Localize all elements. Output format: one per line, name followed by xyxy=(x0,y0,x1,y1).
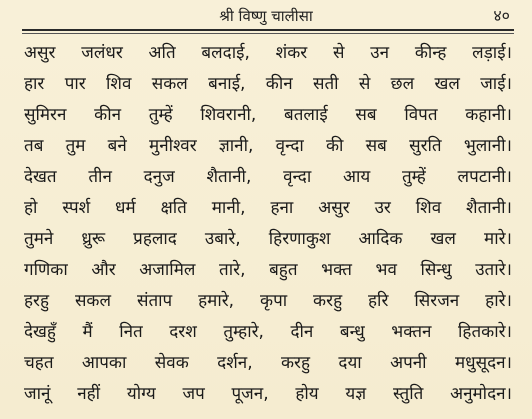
verse-line: हो स्पर्श धर्म क्षति मानी, हना असुर उर शिव शैतानी। xyxy=(24,198,512,218)
verse-line: असुर जलंधर अति बलदाई, शंकर से उन कीन्ह लड़ाई। xyxy=(24,43,512,63)
verse-block xyxy=(24,38,512,410)
verse-line: तुमने ध्रुरू प्रहलाद उबारे, हिरणाकुश आदिक खल मारे। xyxy=(24,229,512,249)
verse-line: देखहुँ मैं नित दरश तुम्हारे, दीन बन्धु भक्तन हितकारे। xyxy=(24,322,512,342)
verse-line: देखत तीन दनुज शैतानी, वृन्दा आय तुम्हें लपटानी। xyxy=(24,167,512,187)
verse-line: जानूं नहीं योग्य जप पूजन, होय यज्ञ स्तुति अनुमोदन। xyxy=(24,384,512,404)
verse-line: हरहु सकल संताप हमारे, कृपा करहु हरि सिरजन हारे। xyxy=(24,291,512,311)
verse-line: तब तुम बने मुनीश्वर ज्ञानी, वृन्दा की सब सुरति भुलानी। xyxy=(24,136,512,156)
header-rule xyxy=(22,29,514,31)
page-number: ४० xyxy=(493,6,510,25)
verse-line: चहत आपका सेवक दर्शन, करहु दया अपनी मधुसूदन। xyxy=(24,353,512,373)
page-title: श्री विष्णु चालीसा xyxy=(219,7,313,25)
header-rule-thin xyxy=(22,33,514,34)
verse-line: सुमिरन कीन तुम्हें शिवरानी, बतलाई सब विपत कहानी। xyxy=(24,105,512,125)
verse-line: गणिका और अजामिल तारे, बहुत भक्त भव सिन्धु उतारे। xyxy=(24,260,512,280)
verse-line: हार पार शिव सकल बनाई, कीन सती से छल खल जाई। xyxy=(24,74,512,94)
